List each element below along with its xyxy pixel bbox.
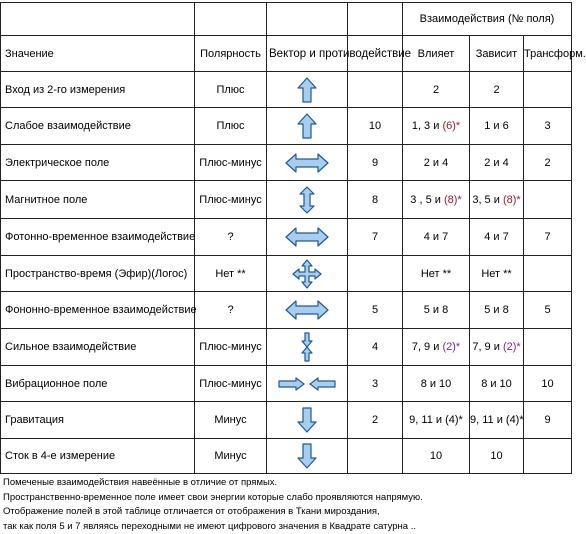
interaction-parenthetical: (2) xyxy=(502,341,517,353)
row-counter: 5 xyxy=(348,292,403,329)
footnotes xyxy=(3,476,423,534)
row-influences xyxy=(403,181,470,219)
row-influences xyxy=(403,329,470,366)
row-counter: 4 xyxy=(348,329,403,366)
interaction-text: * xyxy=(455,120,461,132)
row-counter xyxy=(348,72,403,108)
arrow-left-right-icon xyxy=(267,227,347,247)
row-counter xyxy=(348,256,403,292)
row-vector xyxy=(267,256,348,292)
row-depends xyxy=(470,72,524,108)
row-polarity: Плюс-минус xyxy=(195,181,267,219)
header-depends: Зависит xyxy=(470,36,524,72)
row-vector xyxy=(267,402,348,439)
row-vector xyxy=(267,329,348,366)
interaction-text: 2 xyxy=(432,83,440,96)
interaction-text: 1, 3 и xyxy=(411,120,443,132)
interaction-text: 9, 11 и (4)* xyxy=(470,414,524,426)
header-transform: Трансформ. xyxy=(524,36,572,72)
header-influences: Влияет xyxy=(403,36,470,72)
row-name: Сильное взаимодействие xyxy=(1,329,195,366)
row-polarity: Плюс-минус xyxy=(195,366,267,402)
arrow-up-icon xyxy=(267,113,347,139)
interaction-text: 8 и 10 xyxy=(420,377,452,390)
interaction-text: * xyxy=(516,341,521,353)
table-row xyxy=(1,292,572,329)
row-name: Фононно-временное взаимодействие xyxy=(1,292,195,329)
row-transform: 9 xyxy=(524,402,572,439)
row-influences xyxy=(403,256,470,292)
interaction-text: 9, 11 и (4)* xyxy=(409,414,463,426)
row-vector xyxy=(267,366,348,402)
row-counter: 7 xyxy=(348,219,403,256)
row-transform: 7 xyxy=(524,219,572,256)
row-vector xyxy=(267,292,348,329)
row-depends xyxy=(470,256,524,292)
header-blank xyxy=(195,3,267,36)
row-counter: 9 xyxy=(348,145,403,181)
arrow-up-down-icon xyxy=(267,186,347,214)
interaction-text: 10 xyxy=(490,450,503,462)
table-row xyxy=(1,256,572,292)
row-polarity: ? xyxy=(195,219,267,256)
table-row xyxy=(1,439,572,474)
row-vector xyxy=(267,181,348,219)
arrow-down-icon xyxy=(267,407,347,433)
row-influences xyxy=(403,402,470,439)
row-vector xyxy=(267,439,348,474)
row-polarity: Минус xyxy=(195,439,267,474)
row-vector xyxy=(267,219,348,256)
table-row xyxy=(1,366,572,402)
interaction-text: 7, 9 и xyxy=(411,341,443,353)
interaction-text: 7, 9 и xyxy=(472,341,503,353)
row-name: Гравитация xyxy=(1,402,195,439)
row-depends xyxy=(470,219,524,256)
row-depends xyxy=(470,145,524,181)
row-depends xyxy=(470,108,524,145)
row-influences xyxy=(403,292,470,329)
row-polarity: Нет ** xyxy=(195,256,267,292)
row-polarity: Плюс xyxy=(195,72,267,108)
row-influences xyxy=(403,439,470,474)
row-transform: 5 xyxy=(524,292,572,329)
row-vector xyxy=(267,145,348,181)
row-polarity: Минус xyxy=(195,402,267,439)
interaction-text: 2 xyxy=(493,83,500,96)
interaction-text: Нет ** xyxy=(481,267,512,280)
row-name: Фотонно-временное взаимодействие xyxy=(1,219,195,256)
row-counter xyxy=(348,439,403,474)
row-vector xyxy=(267,72,348,108)
interaction-text: 2 и 4 xyxy=(423,156,449,169)
row-name: Вибрационное поле xyxy=(1,366,195,402)
interaction-parenthetical: (6) xyxy=(442,120,456,132)
interaction-text: 2 и 4 xyxy=(484,156,509,169)
row-depends xyxy=(470,329,524,366)
row-depends xyxy=(470,402,524,439)
table-row xyxy=(1,329,572,366)
row-polarity: Плюс xyxy=(195,108,267,145)
interaction-text: 4 и 7 xyxy=(423,231,449,243)
footnote: Помеченые взаимодействия навеённые в отличие от прямых. xyxy=(3,477,278,488)
interaction-text: Нет ** xyxy=(420,267,452,280)
interaction-text: * xyxy=(455,341,461,353)
interaction-text: 10 xyxy=(429,450,443,462)
row-influences xyxy=(403,72,470,108)
footnote: Пространственно-временное поле имеет свои энергии которые слабо проявляются напрямую. xyxy=(3,491,423,503)
row-influences xyxy=(403,108,470,145)
arrow-four-way-icon xyxy=(267,259,347,289)
row-influences xyxy=(403,219,470,256)
table-row xyxy=(1,108,572,145)
table-row xyxy=(1,181,572,219)
header-polarity: Полярность xyxy=(195,36,267,72)
row-transform: 2 xyxy=(524,145,572,181)
row-depends xyxy=(470,366,524,402)
row-transform xyxy=(524,181,572,219)
table-row xyxy=(1,219,572,256)
row-counter: 2 xyxy=(348,402,403,439)
row-name: Вход из 2-го измерения xyxy=(1,72,195,108)
row-polarity: ? xyxy=(195,292,267,329)
row-influences xyxy=(403,366,470,402)
row-counter: 3 xyxy=(348,366,403,402)
row-transform xyxy=(524,439,572,474)
header-blank xyxy=(267,3,348,36)
row-depends xyxy=(470,181,524,219)
row-name: Слабое взаимодействие xyxy=(1,108,195,145)
row-transform xyxy=(524,256,572,292)
arrow-down-icon xyxy=(267,443,347,469)
arrow-converging-icon xyxy=(267,332,347,362)
interaction-text: 3, 5 и xyxy=(472,193,503,206)
row-polarity: Плюс-минус xyxy=(195,329,267,366)
interaction-text: 5 и 8 xyxy=(484,304,509,316)
arrow-facing-icon xyxy=(267,377,347,391)
table-row xyxy=(1,72,572,108)
interaction-text: 3 , 5 и xyxy=(410,193,444,206)
row-transform: 3 xyxy=(524,108,572,145)
arrow-left-right-icon xyxy=(267,153,347,173)
row-name: Сток в 4-е измерение xyxy=(1,439,195,474)
row-counter: 8 xyxy=(348,181,403,219)
table-body xyxy=(1,72,572,474)
header-blank xyxy=(1,3,195,36)
header-meaning: Значение xyxy=(1,36,195,72)
row-transform xyxy=(524,329,572,366)
interaction-text: 4 и 7 xyxy=(484,231,509,243)
row-depends xyxy=(470,292,524,329)
interaction-parenthetical: (2) xyxy=(442,341,456,353)
row-influences xyxy=(403,145,470,181)
interaction-text: 1 и 6 xyxy=(484,120,509,132)
row-depends xyxy=(470,439,524,474)
row-name: Пространство-время (Эфир)(Логос) xyxy=(1,256,195,292)
arrow-up-icon xyxy=(267,77,347,103)
header-vector xyxy=(267,36,412,72)
interaction-parenthetical: (8) xyxy=(443,193,458,206)
footnote: так как поля 5 и 7 являясь переходными не имеют цифрового значения в Квадрате сатурна .. xyxy=(3,520,416,532)
row-transform xyxy=(524,72,572,108)
arrow-left-right-icon xyxy=(267,300,347,320)
row-transform: 10 xyxy=(524,366,572,402)
interaction-text: * xyxy=(516,193,521,206)
row-counter: 10 xyxy=(348,108,403,145)
row-name: Магнитное поле xyxy=(1,181,195,219)
row-vector xyxy=(267,108,348,145)
interaction-text: * xyxy=(457,193,462,206)
footnote: Отображение полей в этой таблице отличается от отображения в Ткани мироздания, xyxy=(3,506,380,517)
interaction-table xyxy=(0,2,586,474)
interaction-text: 5 и 8 xyxy=(423,304,449,316)
row-name: Электрическое поле xyxy=(1,145,195,181)
row-polarity: Плюс-минус xyxy=(195,145,267,181)
header-vector-label: Вектор и противодействие xyxy=(269,47,412,60)
header-interaction: Взаимодействия (№ поля) xyxy=(403,3,572,36)
table-row xyxy=(1,402,572,439)
header-blank xyxy=(348,3,403,36)
interaction-parenthetical: (8) xyxy=(502,193,517,206)
interaction-text: 8 и 10 xyxy=(481,377,512,390)
table-row xyxy=(1,145,572,181)
